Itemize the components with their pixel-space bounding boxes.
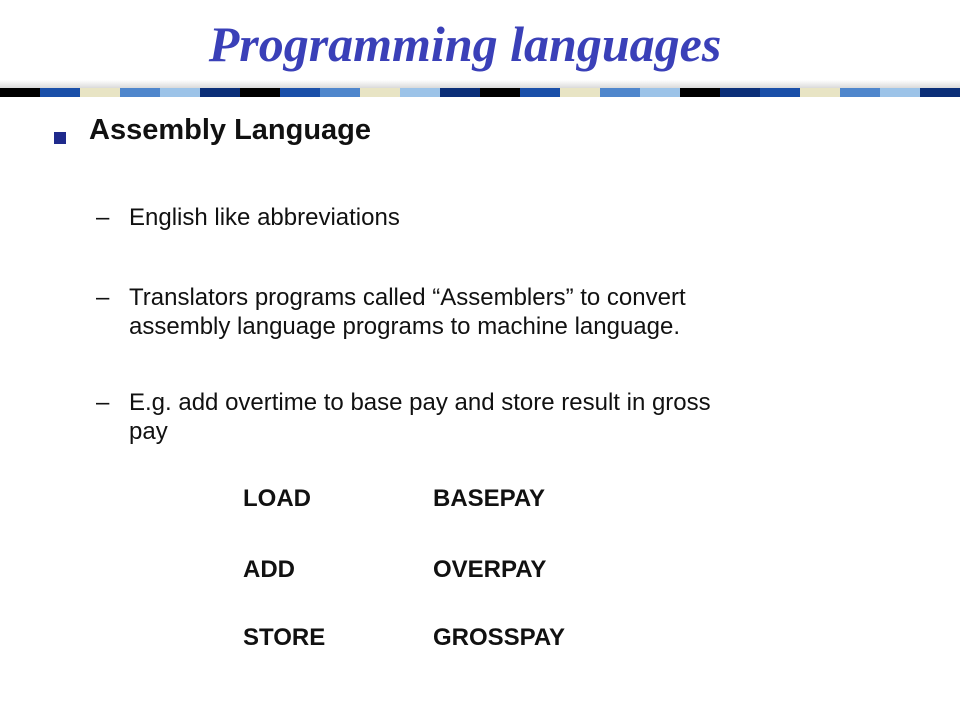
code-operand: BASEPAY	[433, 485, 546, 512]
bar-segment	[0, 88, 40, 97]
bar-segment	[480, 88, 520, 97]
sub-point-text: E.g. add overtime to base pay and store result in gross	[129, 389, 711, 416]
code-operand: GROSSPAY	[433, 624, 566, 651]
bar-segment	[840, 88, 880, 97]
code-opcode: ADD	[243, 556, 295, 583]
bar-segment	[600, 88, 640, 97]
bar-segment	[640, 88, 680, 97]
bar-segment	[440, 88, 480, 97]
bar-segment	[880, 88, 920, 97]
bar-segment	[40, 88, 80, 97]
bar-segment	[240, 88, 280, 97]
code-opcode: LOAD	[243, 485, 311, 512]
bar-segment	[200, 88, 240, 97]
code-operand: OVERPAY	[433, 556, 547, 583]
bar-segment	[80, 88, 120, 97]
sub-point-text-continued: assembly language programs to machine language.	[129, 313, 681, 340]
square-bullet-icon	[54, 132, 66, 144]
dash-bullet: –	[96, 389, 110, 416]
bar-segment	[160, 88, 200, 97]
decorative-striped-bar	[0, 88, 960, 97]
bar-segment	[280, 88, 320, 97]
bar-segment	[520, 88, 560, 97]
bar-segment	[120, 88, 160, 97]
sub-point-text: English like abbreviations	[129, 204, 400, 231]
slide-title: Programming languages	[208, 16, 722, 72]
bar-segment	[560, 88, 600, 97]
sub-point-text: Translators programs called “Assemblers” to convert	[129, 284, 686, 311]
bar-segment	[760, 88, 800, 97]
bar-segment	[320, 88, 360, 97]
bar-segment	[400, 88, 440, 97]
bar-segment	[360, 88, 400, 97]
bar-segment	[680, 88, 720, 97]
decorative-bar-shadow	[0, 80, 960, 88]
code-opcode: STORE	[243, 624, 326, 651]
bar-segment	[920, 88, 960, 97]
bar-segment	[800, 88, 840, 97]
bar-segment	[720, 88, 760, 97]
dash-bullet: –	[96, 284, 110, 311]
sub-point-text-continued: pay	[129, 418, 168, 445]
bullet-heading: Assembly Language	[89, 114, 372, 146]
dash-bullet: –	[96, 204, 110, 231]
